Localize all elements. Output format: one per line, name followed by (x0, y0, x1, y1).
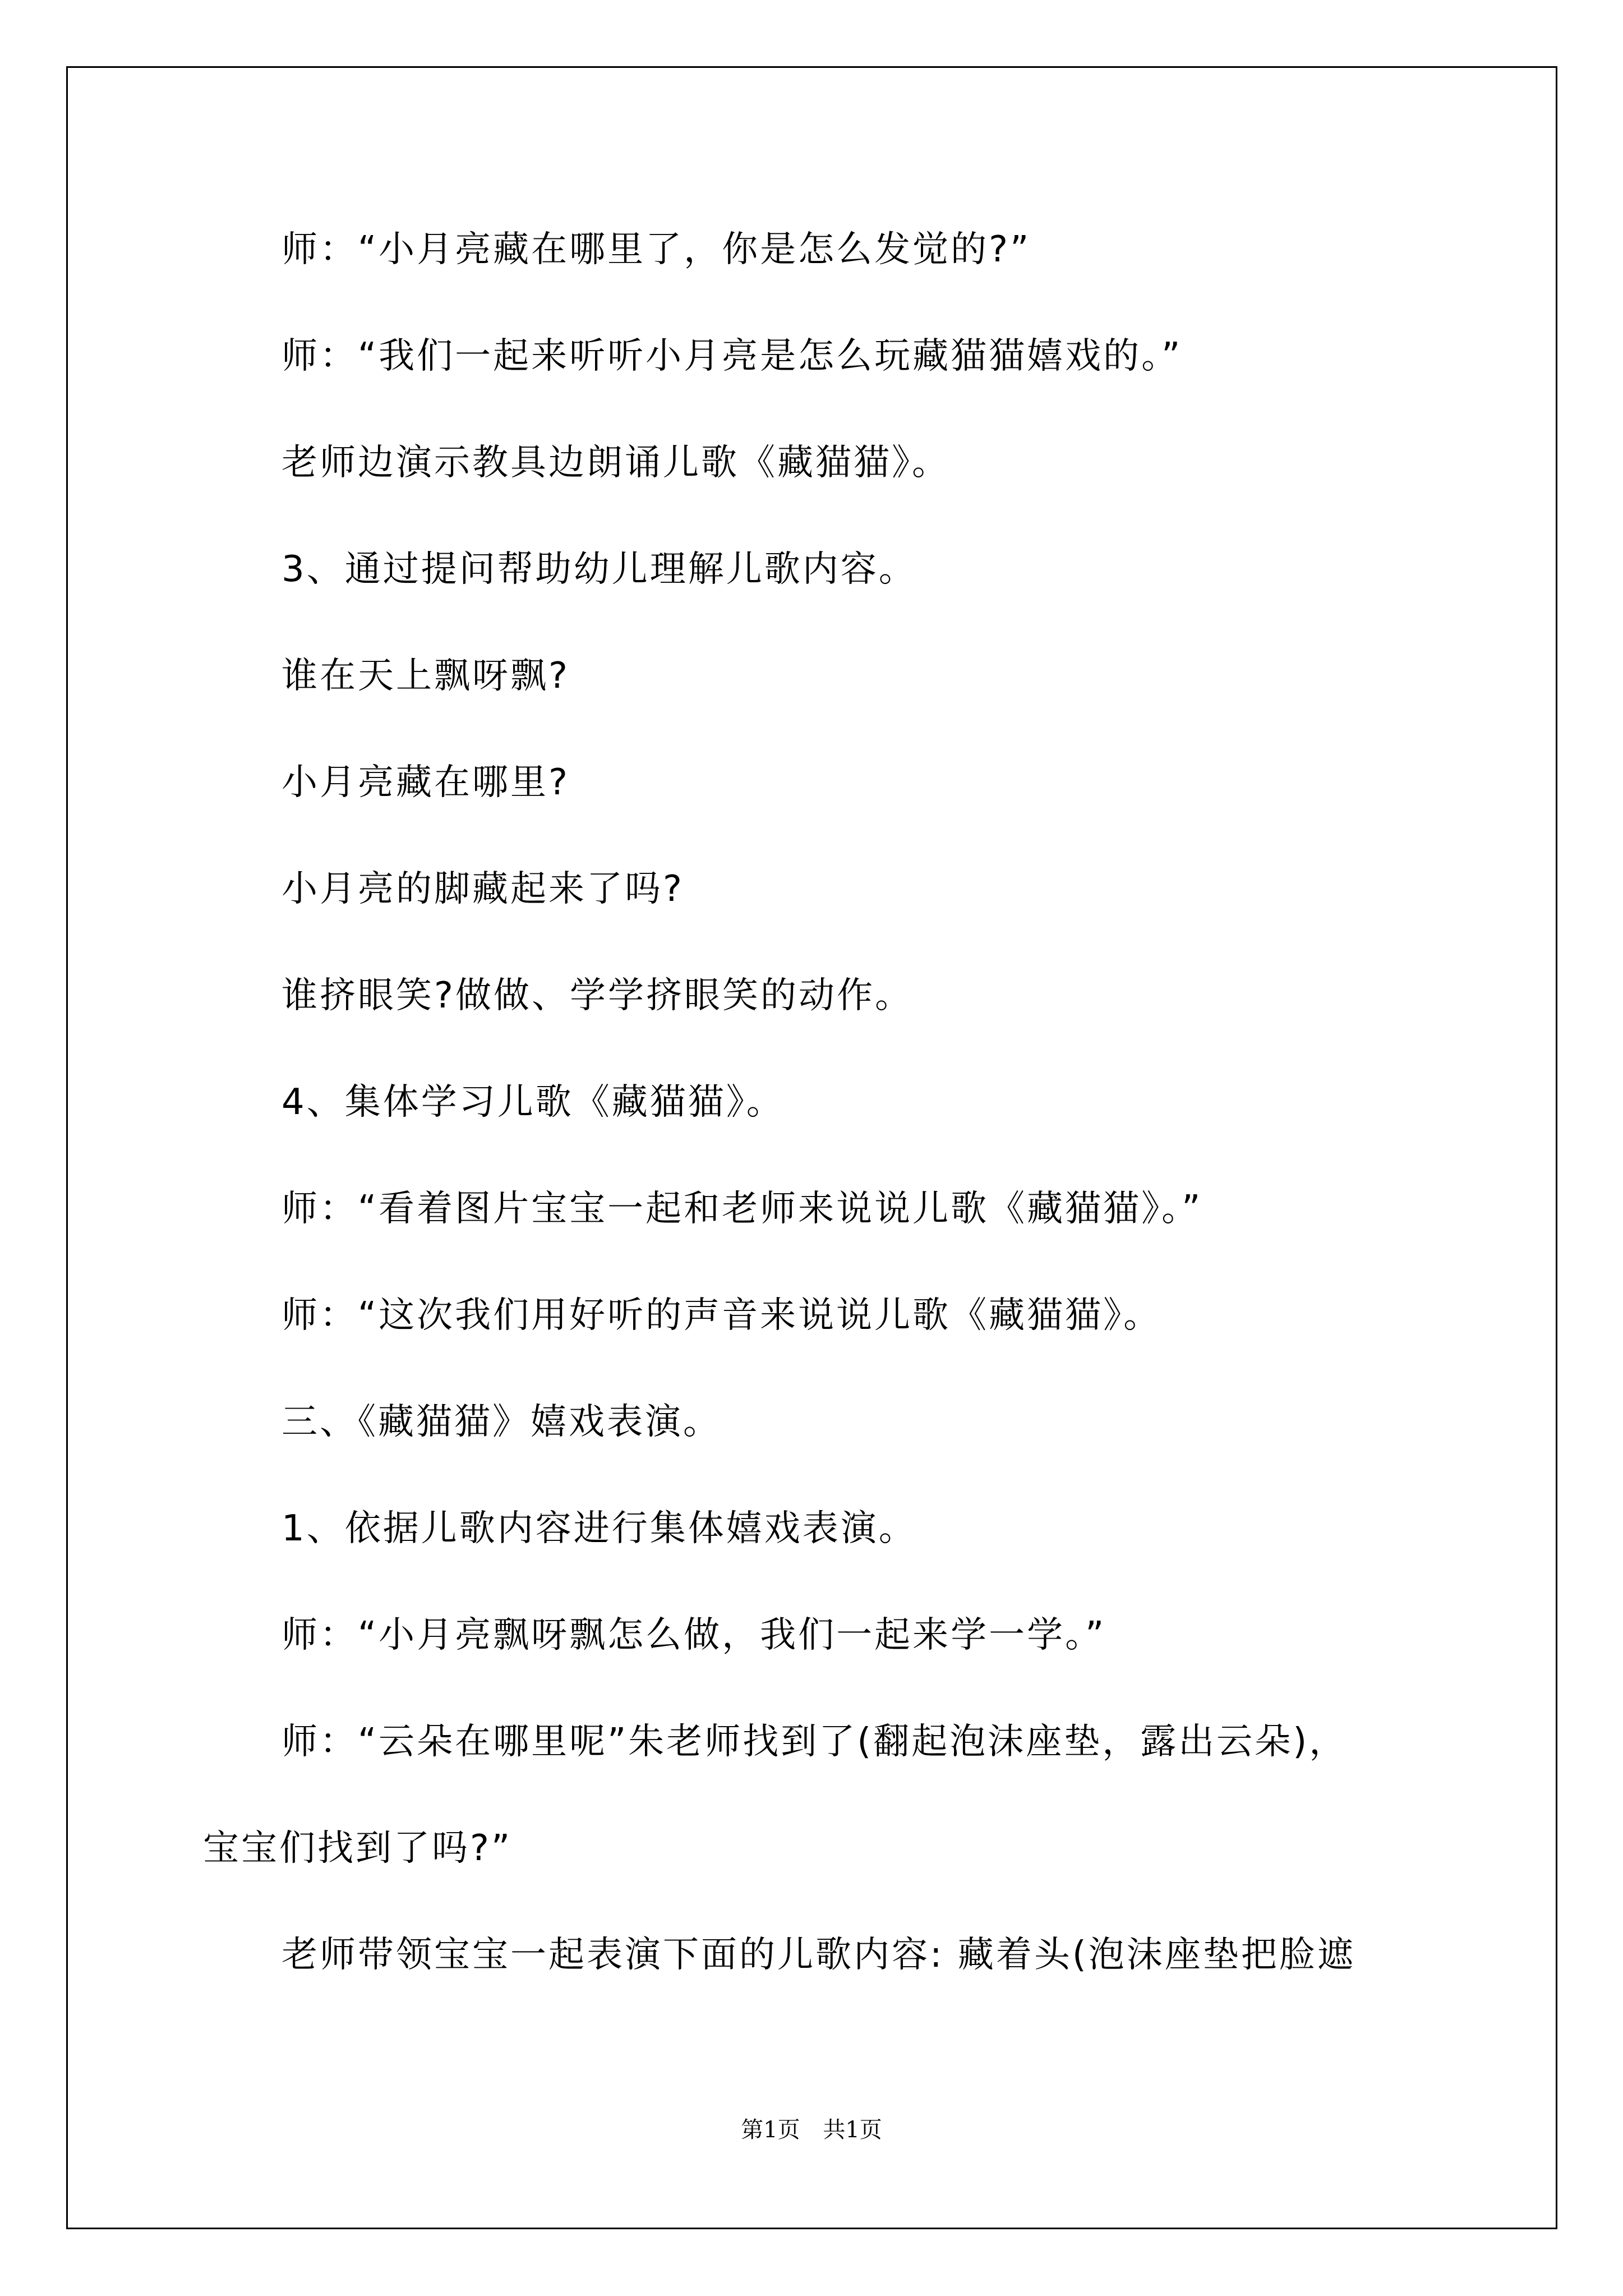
paragraph-line: 老师带领宝宝一起表演下面的儿歌内容: 藏着头(泡沫座垫把脸遮 (282, 1934, 1355, 1976)
paragraph-line: 谁在天上飘呀飘? (282, 655, 570, 697)
paragraph-line: 4、集体学习儿歌《藏猫猫》。 (282, 1082, 785, 1123)
paragraph-line: 小月亮藏在哪里? (282, 762, 570, 803)
paragraph-line: 谁挤眼笑?做做、学学挤眼笑的动作。 (282, 975, 913, 1016)
paragraph-line: 三、《藏猫猫》嬉戏表演。 (282, 1401, 721, 1443)
paragraph-line: 老师边演示教具边朗诵儿歌《藏猫猫》。 (282, 442, 950, 484)
paragraph-line: 小月亮的脚藏起来了吗? (282, 868, 684, 910)
paragraph-line: 1、依据儿歌内容进行集体嬉戏表演。 (282, 1508, 917, 1549)
paragraph-line: 师：“云朵在哪里呢”朱老师找到了(翻起泡沫座垫，露出云朵)， (282, 1721, 1348, 1763)
paragraph-line: 宝宝们找到了吗?” (203, 1828, 513, 1869)
paragraph-line: 师：“小月亮飘呀飘怎么做，我们一起来学一学。” (282, 1614, 1106, 1656)
paragraph-line: 3、通过提问帮助幼儿理解儿歌内容。 (282, 549, 917, 590)
paragraph-line: 师：“我们一起来听听小月亮是怎么玩藏猫猫嬉戏的。” (282, 335, 1183, 377)
page-footer (0, 2116, 1623, 2144)
paragraph-line: 师：“这次我们用好听的声音来说说儿歌《藏猫猫》。 (282, 1295, 1162, 1336)
page-number-current: 第1页 (741, 2117, 800, 2143)
page-number-total: 共1页 (823, 2117, 882, 2143)
paragraph-line: 师：“小月亮藏在哪里了，你是怎么发觉的?” (282, 229, 1031, 270)
paragraph-line: 师：“看着图片宝宝一起和老师来说说儿歌《藏猫猫》。” (282, 1188, 1203, 1230)
